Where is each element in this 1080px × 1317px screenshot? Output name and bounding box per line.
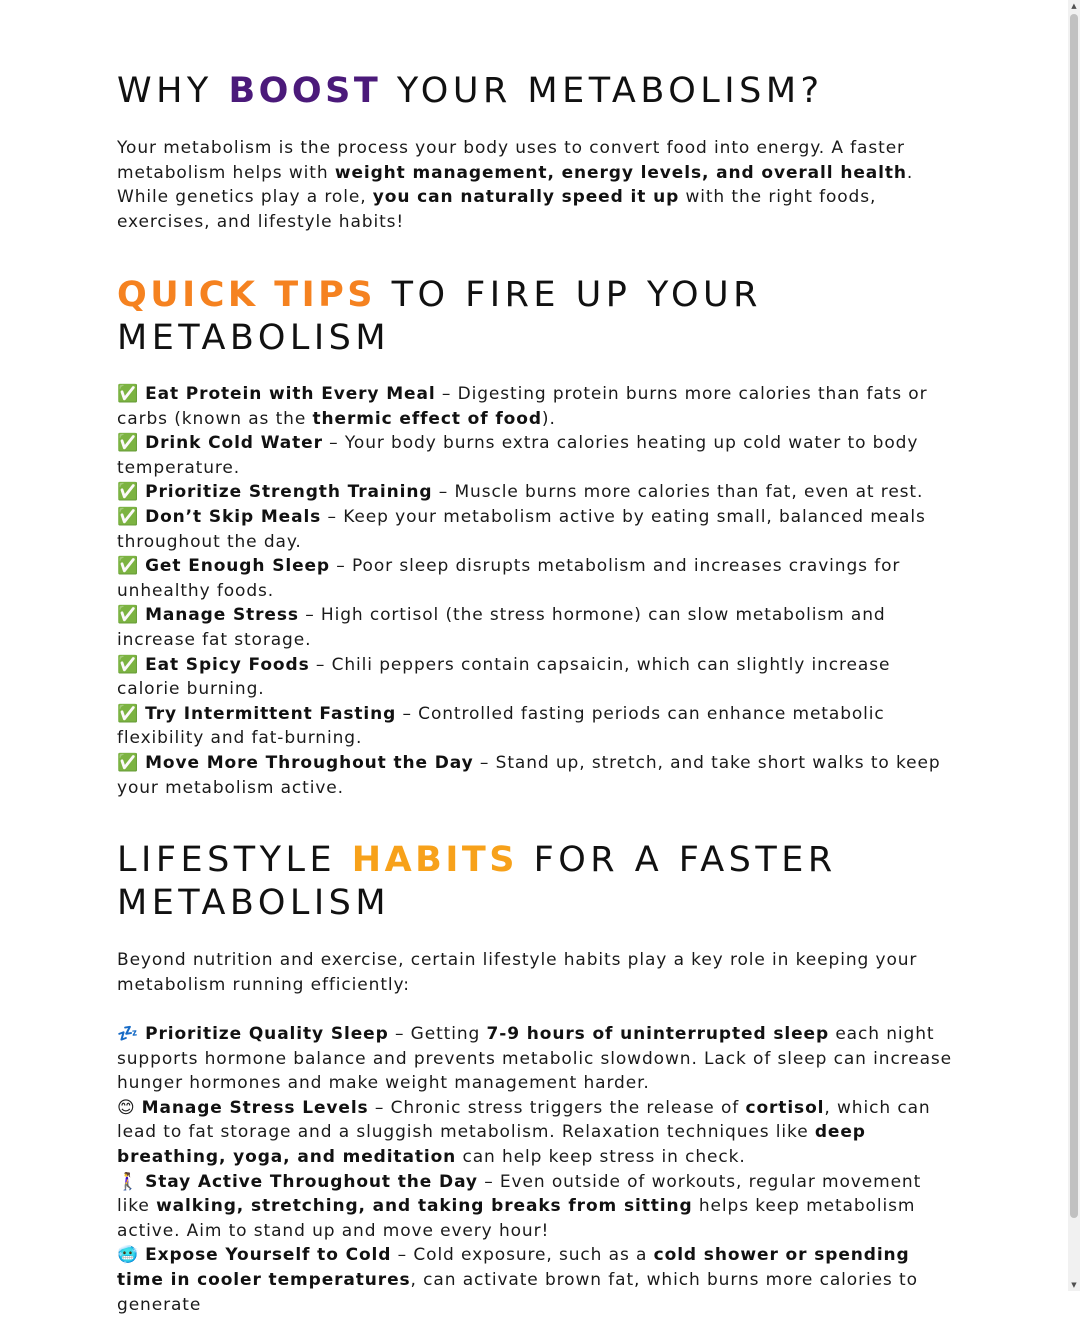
list-item xyxy=(117,382,957,431)
heading-quick-post: TO FIRE UP YOUR METABOLISM xyxy=(117,275,762,358)
check-mark-icon: ✅ xyxy=(117,506,140,527)
scroll-down-arrow-icon[interactable]: ▼ xyxy=(1071,1281,1077,1289)
habit-text: , which can lead to fat storage and a sluggish metabolism. Relaxation techniques like xyxy=(117,1097,931,1143)
tip-title: Try Intermittent Fasting xyxy=(145,703,397,724)
tip-text: – Chili peppers contain capsaicin, which can slightly increase calorie burning. xyxy=(117,654,891,700)
tips-list xyxy=(117,382,957,800)
habit-text: – Chronic stress triggers the release of xyxy=(368,1097,746,1118)
tip-text: – Poor sleep disrupts metabolism and increases cravings for unhealthy foods. xyxy=(117,556,901,601)
check-mark-icon: ✅ xyxy=(117,433,140,454)
scroll-up-arrow-icon[interactable]: ▲ xyxy=(1071,2,1077,10)
scrollbar-thumb[interactable] xyxy=(1070,14,1078,1218)
habit-text: , can activate brown fat, which burns more calories to generate xyxy=(117,1269,918,1315)
habit-bold: 7-9 hours of uninterrupted sleep xyxy=(486,1024,830,1044)
intro-bold-2: you can naturally speed it up xyxy=(372,187,680,208)
tip-text: – Stand up, stretch, and take short walks to keep your metabolism active. xyxy=(117,752,941,798)
intro-text-2: . While genetics play a role, xyxy=(117,162,914,208)
heading-life-pre: LIFESTYLE xyxy=(117,840,352,880)
check-mark-icon: ✅ xyxy=(117,482,140,503)
habit-text: – Even outside of workouts, regular movement like xyxy=(117,1171,922,1217)
list-item xyxy=(117,554,957,603)
tip-title: Don’t Skip Meals xyxy=(145,506,322,527)
habit-text: – Cold exposure, such as a xyxy=(391,1245,654,1266)
habit-bold: cold shower or spending time in cooler temperatures xyxy=(117,1245,910,1290)
tip-text-end: ). xyxy=(541,408,556,429)
list-item xyxy=(117,1022,957,1096)
habit-text: – Getting xyxy=(388,1024,487,1044)
smiley-icon: 😊 xyxy=(117,1097,136,1118)
list-item xyxy=(117,480,957,505)
tip-text: – High cortisol (the stress hormone) can slow metabolism and increase fat storage. xyxy=(117,605,886,650)
heading-why-post: YOUR METABOLISM? xyxy=(381,71,824,111)
tip-title: Eat Spicy Foods xyxy=(145,654,310,675)
heading-accent-habits: HABITS xyxy=(351,840,518,880)
check-mark-icon: ✅ xyxy=(117,752,140,773)
tip-title: Eat Protein with Every Meal xyxy=(145,384,436,404)
check-mark-icon: ✅ xyxy=(117,556,140,577)
habit-title: Manage Stress Levels xyxy=(141,1097,369,1118)
intro-text-3: with the right foods, exercises, and lifestyle habits! xyxy=(117,187,877,232)
intro-text-1: Your metabolism is the process your body uses to convert food into energy. A faster metabolism helps with xyxy=(117,138,905,183)
check-mark-icon: ✅ xyxy=(117,703,140,724)
heading-lifestyle-habits xyxy=(117,839,877,925)
habit-bold: walking, stretching, and taking breaks from sitting xyxy=(156,1196,693,1217)
walking-icon: 🚶‍♀️ xyxy=(117,1171,140,1192)
tip-text: – Muscle burns more calories than fat, even at rest. xyxy=(432,482,924,503)
heading-why-pre: WHY xyxy=(117,71,229,111)
habit-title: Expose Yourself to Cold xyxy=(145,1245,392,1266)
lifestyle-intro-paragraph: Beyond nutrition and exercise, certain lifestyle habits play a key role in keeping your metabolism running efficiently: xyxy=(117,950,918,995)
heading-quick-tips xyxy=(117,274,837,360)
tip-title: Move More Throughout the Day xyxy=(145,752,474,773)
tip-text: – Digesting protein burns more calories than fats or carbs (known as the xyxy=(117,384,928,429)
check-mark-icon: ✅ xyxy=(117,384,140,404)
list-item xyxy=(117,603,957,652)
heading-accent-boost: BOOST xyxy=(228,71,382,111)
habit-bold: deep breathing, yoga, and meditation xyxy=(117,1122,866,1167)
list-item xyxy=(117,1243,957,1317)
intro-bold-1: weight management, energy levels, and overall health xyxy=(334,162,907,183)
habit-text: helps keep metabolism active. Aim to stand up and move every hour! xyxy=(117,1196,916,1241)
tip-bold: thermic effect of food xyxy=(312,408,542,429)
tip-text: – Your body burns extra calories heating up cold water to body temperature. xyxy=(117,433,919,478)
heading-life-post: FOR A FASTER METABOLISM xyxy=(117,840,837,923)
habit-text: can help keep stress in check. xyxy=(456,1146,746,1167)
tip-title: Get Enough Sleep xyxy=(145,556,330,577)
list-item xyxy=(117,1170,957,1244)
habit-title: Prioritize Quality Sleep xyxy=(145,1024,389,1044)
tip-title: Drink Cold Water xyxy=(145,433,323,454)
habit-text: each night supports hormone balance and prevents metabolic slowdown. Lack of sleep can increase hunger hormones and make weight management harder. xyxy=(117,1024,953,1094)
sleep-icon: 💤 xyxy=(117,1024,140,1044)
list-item xyxy=(117,653,957,702)
habit-title: Stay Active Throughout the Day xyxy=(145,1171,478,1192)
tip-title: Manage Stress xyxy=(145,605,299,626)
list-item xyxy=(117,505,957,554)
heading-why-boost xyxy=(117,70,957,113)
habits-list xyxy=(117,1022,957,1317)
heading-accent-quick-tips: QUICK TIPS xyxy=(117,275,376,315)
list-item xyxy=(117,702,957,751)
habit-bold: cortisol xyxy=(745,1097,825,1118)
check-mark-icon: ✅ xyxy=(117,605,140,626)
tip-title: Prioritize Strength Training xyxy=(145,482,433,503)
list-item xyxy=(117,1096,957,1170)
intro-paragraph xyxy=(117,136,952,234)
tip-text: – Keep your metabolism active by eating small, balanced meals throughout the day. xyxy=(117,506,926,552)
check-mark-icon: ✅ xyxy=(117,654,140,675)
list-item xyxy=(117,431,957,480)
tip-text: – Controlled fasting periods can enhance metabolic flexibility and fat-burning. xyxy=(117,703,885,749)
cold-face-icon: 🥶 xyxy=(117,1245,140,1266)
vertical-scrollbar[interactable] xyxy=(1068,0,1080,1291)
list-item xyxy=(117,751,957,800)
